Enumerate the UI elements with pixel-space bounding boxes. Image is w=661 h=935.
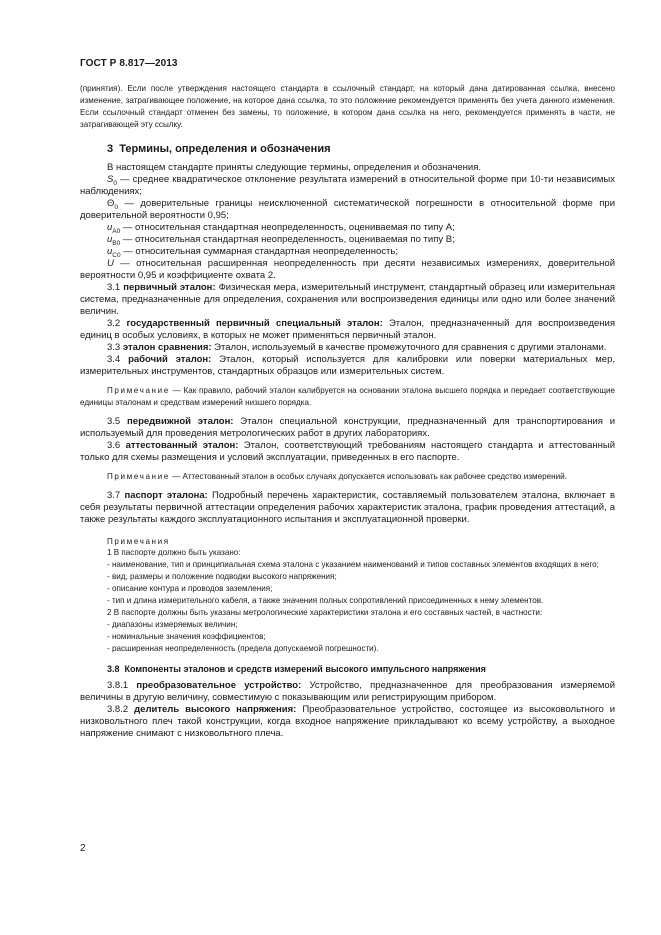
note-line: - описание контура и проводов заземления; [107,584,273,594]
symbol-char: U [107,258,114,269]
section-3-intro: В настоящем стандарте приняты следующие термины, определения и обозначения. [107,161,482,173]
term-definition: Преобразовательное устройство, состоящее из высоковольтного и низковольтного плеч такой конструкции, когда входное напряжение прикладывают ко всему устройству, а выходное напряжение снимают с низковольтного плеча. [80,703,616,739]
note-text: — Как правило, рабочий эталон калибруется на основании эталона высшего порядка и передает соответствующие единицы эталонам и средствам измерений низшего порядка. [80,386,615,408]
term-3-2 [80,318,615,342]
term-definition: Устройство, предназначенное для преобразования измеряемой величины в другую величину, совместимую с показывающим или регистрирующим прибором. [80,679,615,703]
symbol-text: — доверительные границы неисключенной систематической погрешности в относительной форме при доверительной вероятности 0,95; [80,197,615,221]
term-3-5 [80,416,615,440]
symbol-text: — относительная стандартная неопределенность, оцениваемая по типу В; [120,233,455,245]
symbol-text: — относительная расширенная неопределенность при десяти независимых измерениях, доверительной вероятности 0,95 и коэффициенте охвата 2. [80,258,615,282]
symbol-char: S [107,173,114,185]
term-definition: Эталон, предназначенный для воспроизведения единиц в особых условиях, в которых не может применяться первичный эталон. [80,318,615,342]
notes-block [80,536,615,655]
term-name: передвижной эталон: [127,416,234,428]
term-name: паспорт эталона: [124,490,208,502]
symbol-subscript: B0 [112,239,121,247]
symbol-subscript: C0 [112,251,121,259]
notes-label: Примечания [107,536,170,546]
term-3-1 [80,282,615,318]
symbol-char: u [107,245,113,257]
symbol-item [80,222,615,234]
note-line: - номинальные значения коэффициентов; [107,631,266,641]
term-name: аттестованный эталон: [125,440,239,452]
note-line: 1 В паспорте должно быть указано: [107,548,241,558]
symbol-item [80,246,615,258]
term-3-6 [80,440,615,464]
symbol-char: u [107,221,113,233]
term-name: эталон сравнения: [122,342,212,354]
symbol-subscript: A0 [112,227,121,235]
term-name: первичный эталон: [123,282,216,294]
symbol-text: — относительная суммарная стандартная неопределенность; [120,245,398,257]
term-number: 3.3 [107,342,121,354]
term-3-8-2 [80,704,615,740]
section-title: Термины, определения и обозначения [119,142,331,155]
note-2 [80,471,615,483]
section-number: 3.8 [107,663,120,674]
note-text: — Аттестованный эталон в особых случаях допускается использовать как рабочее средство измерений. [169,472,567,482]
term-3-4 [80,354,615,378]
symbol-char: Θ [107,197,115,209]
term-number: 3.8.2 [107,703,129,715]
term-definition: Физическая мера, измерительный инструмент, стандартный образец или измерительная система, предназначенные для определения, сохранения или воспроизведения единицы или одно или более значений величин. [80,282,616,318]
term-3-3 [80,342,615,354]
term-definition: Эталон, который используется для калибровки или поверки материальных мер, измерительных инструментов, стандартных образцов или измерительных систем. [80,354,616,378]
term-number: 3.2 [107,318,121,330]
note-line: - вид, размеры и положение подводки высокого напряжения; [107,572,337,582]
term-number: 3.1 [107,282,121,294]
term-name: государственный первичный специальный эталон: [126,318,383,330]
intro-paragraph: (принятия). Если после утверждения настоящего стандарта в ссылочный стандарт, на который дана датированная ссылка, внесено изменение, затрагивающее положение, на которое дана ссылка, то это положение рекомендуется применять без учета данного изменения. Если ссылочный стандарт отменен без замены, то положение, в котором дана ссылка на него, рекомендуется применять в части, не затрагивающей эту ссылку. [80,84,615,129]
note-label: Примечание [107,472,170,482]
term-number: 3.8.1 [107,679,129,691]
section-3-heading [107,143,615,155]
note-line: 2 В паспорте должны быть указаны метрологические характеристики эталона и его составных частей, в частности: [107,607,543,617]
document-header: ГОСТ Р 8.817—2013 [80,58,178,69]
note-line: - тип и длина измерительного кабеля, а также значения полных сопротивлений присоединенных к нему элементов. [107,596,544,606]
symbol-item [80,174,615,198]
term-3-7 [80,490,615,526]
note-label: Примечание [107,386,170,396]
symbol-item [80,198,615,222]
symbol-text: — среднее квадратическое отклонение результата измерений в относительной форме при 10-ти независимых наблюдениях; [80,173,615,197]
section-3-8-heading [107,664,615,674]
symbol-char: u [107,233,113,245]
note-1 [80,385,615,409]
term-number: 3.5 [107,416,121,428]
term-definition: Эталон специальной конструкции, предназначенный для транспортирования и используемый для проведения метрологических работ в других лабораториях. [80,416,616,440]
term-definition: Эталон, используемый в качестве промежуточного для сравнения с другими эталонами. [211,342,607,354]
section-title: Компоненты эталонов и средств измерений высокого импульсного напряжения [124,663,486,674]
symbol-subscript: 0 [114,203,119,211]
section-number: 3 [107,142,114,155]
symbol-text: — относительная стандартная неопределенность, оцениваемая по типу А; [120,221,455,233]
symbol-subscript: 0 [113,179,117,187]
page-number: 2 [80,843,86,854]
note-line: - наименование, тип и принципиальная схема эталона с указанием наименований и типов составных элементов входящих в него; [107,560,599,570]
term-name: рабочий эталон: [128,354,212,366]
term-definition: Эталон, соответствующий требованиям настоящего стандарта и аттестованный только для схемы размещения и условий эксплуатации, приведенных в его паспорте. [80,440,615,464]
symbol-item [80,258,615,282]
term-3-8-1 [80,680,615,704]
term-name: делитель высокого напряжения: [134,703,297,715]
term-name: преобразовательное устройство: [136,679,302,691]
note-line: - диапазоны измеряемых величин; [107,619,238,629]
term-definition: Подробный перечень характеристик, составляемый пользователем эталона, включает в себя результаты первичной аттестации определения рабочих характеристик эталона, график проведения аттестаций, а также результаты каждого эксплуатационного испытания и эксплуатационной проверки. [80,490,615,526]
term-number: 3.4 [107,354,121,366]
symbols-list [80,174,615,282]
page-content [80,83,615,740]
note-line: - расширенная неопределенность (предела допускаемой погрешности). [107,643,379,653]
symbol-item [80,234,615,246]
term-number: 3.6 [107,440,121,452]
term-number: 3.7 [107,490,121,502]
